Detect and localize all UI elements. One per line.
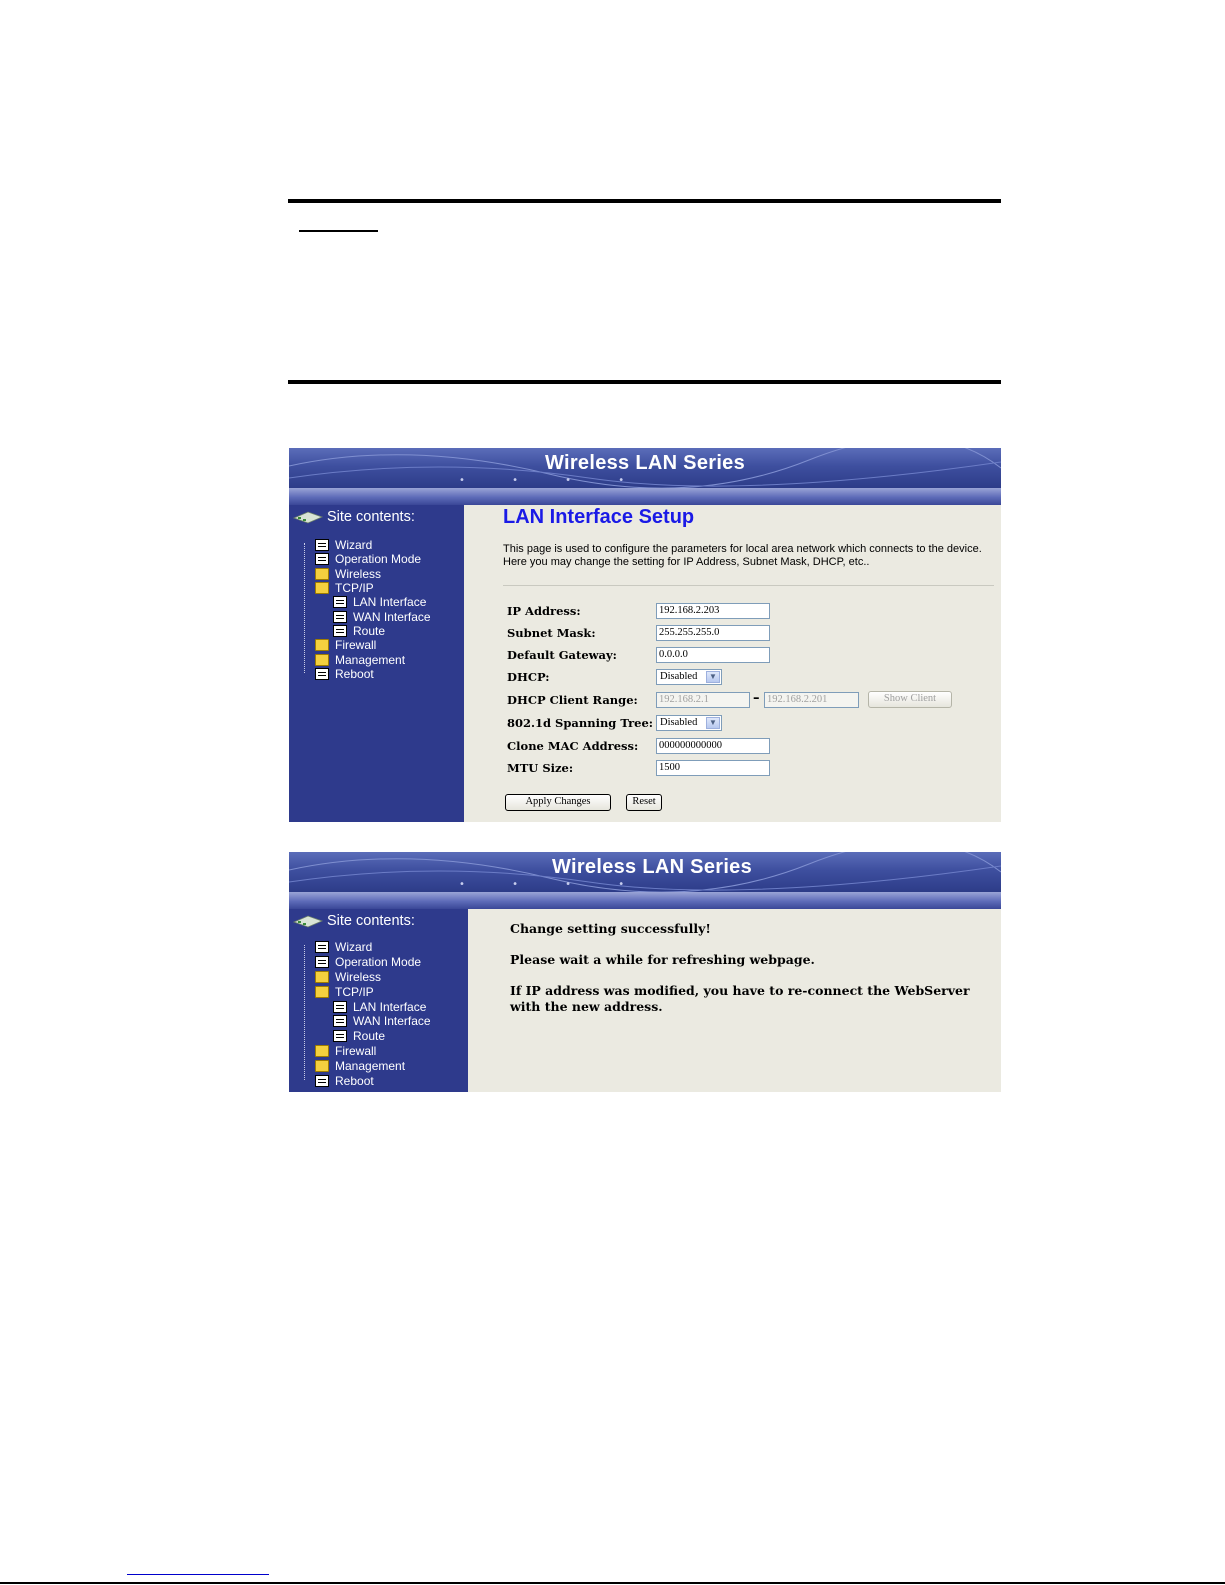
site-contents-label: Site contents: [327,509,415,525]
success-message: Change setting successfully! [510,921,711,936]
mtu-size-input[interactable]: 1500 [656,760,770,776]
site-contents-label: Site contents: [327,913,415,929]
default-gateway-input[interactable]: 0.0.0.0 [656,647,770,663]
sidebar-item-firewall[interactable]: Firewall [297,1044,431,1059]
site-contents-header [293,509,415,525]
document-icon [333,1015,347,1027]
document-icon [315,941,329,953]
sidebar-item-management[interactable]: Management [297,652,431,666]
folder-open-icon [315,582,329,594]
sidebar-item-operation-mode[interactable]: Operation Mode [297,552,431,566]
site-tree [297,940,431,1088]
reset-button[interactable]: Reset [626,794,662,811]
document-icon [315,668,329,680]
sidebar-item-lan-interface[interactable]: LAN Interface [297,999,431,1014]
sidebar [289,909,468,1092]
folder-icon [315,971,329,983]
folder-icon [315,1060,329,1072]
divider [503,585,994,586]
spanning-tree-label: 802.1d Spanning Tree: [507,716,654,730]
sidebar-item-wan-interface[interactable]: WAN Interface [297,1014,431,1029]
document-icon [333,596,347,608]
sidebar-item-tcpip[interactable]: TCP/IP [297,984,431,999]
document-icon [333,1001,347,1013]
subnet-mask-label: Subnet Mask: [507,626,596,640]
main-content [468,909,1001,1092]
note-underline [299,230,378,232]
dhcp-range-start-input[interactable]: 192.168.2.1 [656,692,750,708]
banner-strip [289,892,1001,909]
dhcp-label: DHCP: [507,670,550,684]
dhcp-range-end-input[interactable]: 192.168.2.201 [764,692,859,708]
sidebar-item-firewall[interactable]: Firewall [297,638,431,652]
sidebar-item-reboot[interactable]: Reboot [297,667,431,681]
document-icon [315,539,329,551]
sidebar-item-reboot[interactable]: Reboot [297,1073,431,1088]
ip-address-label: IP Address: [507,604,581,618]
mtu-size-label: MTU Size: [507,761,574,775]
banner-title: Wireless LAN Series [544,452,746,474]
page-title: LAN Interface Setup [503,506,695,528]
sidebar-item-wizard[interactable]: Wizard [297,538,431,552]
banner [289,852,1001,892]
document-icon [315,553,329,565]
spanning-tree-select[interactable]: Disabled ▼ [656,715,722,731]
document-icon [315,1075,329,1087]
document-icon [333,625,347,637]
clone-mac-label: Clone MAC Address: [507,739,639,753]
folder-icon [315,1045,329,1057]
banner-strip [289,488,1001,505]
router-icon [293,914,323,928]
chevron-down-icon[interactable]: ▼ [706,717,720,729]
sidebar-item-route[interactable]: Route [297,1029,431,1044]
sidebar-item-operation-mode[interactable]: Operation Mode [297,955,431,970]
sidebar-item-wireless[interactable]: Wireless [297,970,431,985]
sidebar-item-lan-interface[interactable]: LAN Interface [297,595,431,609]
dhcp-select[interactable]: Disabled ▼ [656,669,722,685]
document-icon [315,956,329,968]
folder-icon [315,654,329,666]
range-dash: – [753,691,760,706]
footer-rule [0,1582,1225,1584]
footnote-link-underline [127,1574,269,1575]
sidebar-item-management[interactable]: Management [297,1058,431,1073]
folder-icon [315,639,329,651]
sidebar-item-tcpip[interactable]: TCP/IP [297,581,431,595]
router-icon [293,510,323,524]
document-icon [333,611,347,623]
site-tree [297,538,431,681]
ip-address-input[interactable]: 192.168.2.203 [656,603,770,619]
bottom-rule [288,380,1001,384]
folder-open-icon [315,986,329,998]
change-success-screenshot [289,852,1001,1092]
site-contents-header [293,913,415,929]
subnet-mask-input[interactable]: 255.255.255.0 [656,625,770,641]
clone-mac-input[interactable]: 000000000000 [656,738,770,754]
dhcp-client-range-label: DHCP Client Range: [507,693,638,707]
sidebar [289,505,464,822]
sidebar-item-wireless[interactable]: Wireless [297,567,431,581]
chevron-down-icon[interactable]: ▼ [706,671,720,683]
banner-title: Wireless LAN Series [551,856,753,878]
folder-icon [315,568,329,580]
default-gateway-label: Default Gateway: [507,648,617,662]
show-client-button[interactable]: Show Client [868,691,952,708]
sidebar-item-wizard[interactable]: Wizard [297,940,431,955]
banner [289,448,1001,488]
main-content [464,505,1001,822]
lan-setup-screenshot [289,448,1001,822]
banner-dots: • • • • [459,879,647,890]
top-rule [288,199,1001,203]
wait-message: Please wait a while for refreshing webpage. [510,952,815,967]
page-description: This page is used to configure the parameters for local area network which connects to the device. Here you may change the setting for IP Address, Subnet Mask, DHCP, etc.. [503,543,982,568]
sidebar-item-route[interactable]: Route [297,624,431,638]
document-icon [333,1030,347,1042]
reconnect-message: If IP address was modified, you have to re-connect the WebServer with the new address. [510,983,970,1014]
apply-changes-button[interactable]: Apply Changes [505,794,611,811]
sidebar-item-wan-interface[interactable]: WAN Interface [297,609,431,623]
banner-dots: • • • • [459,475,647,486]
